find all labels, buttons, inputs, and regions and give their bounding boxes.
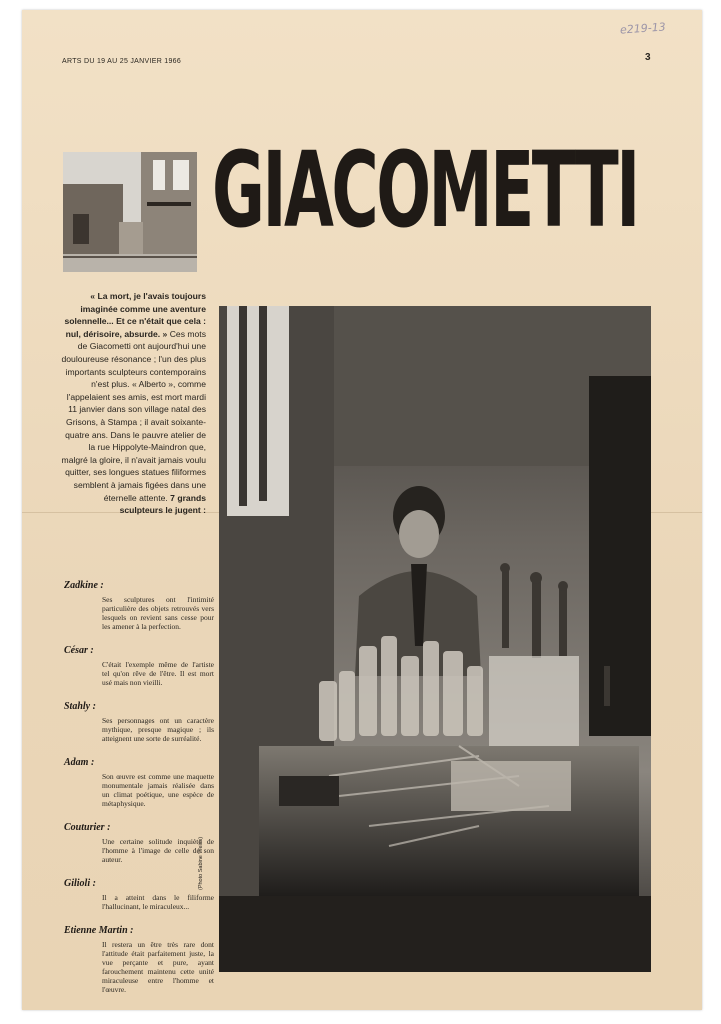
- page-number: 3: [645, 52, 651, 63]
- judgements-list: [64, 580, 214, 1008]
- judgement-name: Gilioli :: [64, 878, 96, 889]
- judgement-name: Zadkine :: [64, 580, 104, 591]
- dateline: ARTS DU 19 AU 25 JANVIER 1966: [62, 58, 182, 65]
- judgement-item: [64, 701, 214, 743]
- judgement-name: César :: [64, 645, 94, 656]
- judgement-name: Couturier :: [64, 822, 111, 833]
- judgement-text: Ses personnages ont un caractère mythique, presque magique ; ils atteignent une sorte de surréalité.: [102, 716, 214, 743]
- studio-photo: [219, 306, 651, 972]
- judgement-text: C'était l'exemple même de l'artiste tel qu'on rêve de l'être. Il est mort usé mais non vieilli.: [102, 660, 214, 687]
- judgement-text: Il restera un être très rare dont l'attitude était parfaitement juste, la vue perçante et pure, ayant farouchement maintenu cette unité miraculeuse entre l'homme et l'œuvre.: [102, 940, 214, 994]
- judgement-name: Adam :: [64, 757, 95, 768]
- judgement-name: Stahly :: [64, 701, 96, 712]
- judgement-text: Une certaine solitude inquiète de l'homme à l'image de celle de son auteur.: [102, 837, 214, 864]
- judgement-text: Il a atteint dans le filiforme l'hallucinant, le miraculeux...: [102, 893, 214, 911]
- judgement-item: [64, 925, 214, 994]
- archive-mark: e219-13: [619, 20, 667, 37]
- judgement-item: [64, 878, 214, 911]
- judgement-item: [64, 757, 214, 808]
- intro-quote: « La mort, je l'avais toujours imaginée comme une aventure solennelle... Et ce n'était que cela : nul, dérisoire, absurde. »: [64, 291, 206, 339]
- judgement-item: [64, 580, 214, 631]
- judgement-text: Ses sculptures ont l'intimité particulière des objets retrouvés vers lesquels on revient sans cesse pour les amener à la perfection.: [102, 595, 214, 631]
- judgement-item: [64, 822, 214, 864]
- intro-closing: 7 grands sculpteurs le jugent :: [119, 492, 206, 516]
- headline: GIACOMETTI: [212, 129, 638, 251]
- street-photo-art: [63, 152, 197, 272]
- street-photo: [63, 152, 197, 272]
- intro-body: Ces mots de Giacometti ont aujourd'hui une douloureuse résonance ; l'un des plus importants sculpteurs contemporains n'est plus. « Alberto », comme l'appelaient ses amis, est mort mardi 11 janvier dans son village natal des Grisons, à Stampa ; il avait soixante-quatre ans. Dans le pauvre atelier de la rue Hippolyte-Maindron que, malgré la gloire, il n'avait jamais voulu quitter, ses longues statues filiformes semblent à jamais figées dans une éternelle attente.: [61, 328, 206, 503]
- judgement-text: Son œuvre est comme une maquette monumentale jamais réalisée dans un climat poétique, une espèce de métaphysique.: [102, 772, 214, 808]
- studio-photo-art: [219, 306, 651, 972]
- judgement-item: [64, 645, 214, 687]
- photo-credit: (Photo Sabine Weiss): [198, 836, 204, 890]
- intro-paragraph: [60, 290, 206, 517]
- judgement-name: Etienne Martin :: [64, 925, 134, 936]
